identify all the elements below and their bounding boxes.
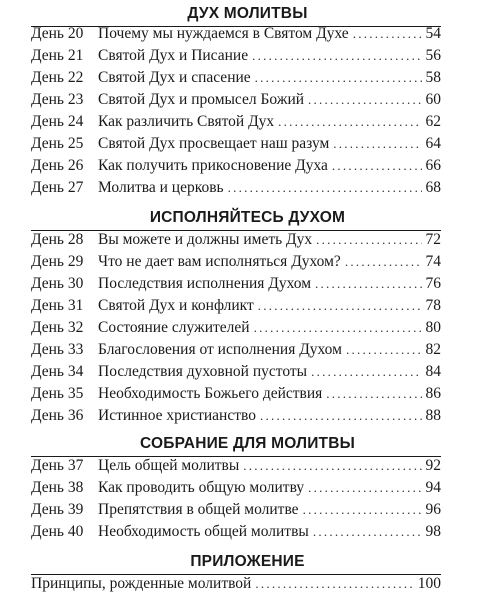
- entry-day: День 23: [31, 91, 84, 108]
- entry-title: Истинное христианство: [98, 407, 256, 424]
- entry-title: Святой Дух и Писание: [98, 47, 249, 64]
- entry-day: День 27: [31, 179, 84, 196]
- entry-title: Последствия исполнения Духом: [98, 275, 312, 292]
- toc-entry: [31, 295, 441, 317]
- dot-leader: [303, 499, 422, 521]
- entry-title: Святой Дух и промысел Божий: [98, 91, 305, 108]
- entry-page: 84: [425, 363, 441, 380]
- dot-leader: [346, 339, 422, 361]
- entry-title: Необходимость Божьего действия: [98, 385, 323, 402]
- toc-entry: [31, 573, 441, 595]
- toc-entry: [31, 361, 441, 383]
- entry-title: Как проводить общую молитву: [98, 479, 305, 496]
- dot-leader: [332, 155, 422, 177]
- entry-page: 88: [425, 407, 441, 424]
- dot-leader: [252, 45, 422, 67]
- entry-page: 86: [425, 385, 441, 402]
- entry-page: 64: [425, 135, 441, 152]
- entry-page: 76: [425, 275, 441, 292]
- entry-day: День 24: [31, 113, 84, 130]
- dot-leader: [260, 405, 422, 427]
- entry-day: День 33: [31, 341, 84, 358]
- toc-entry: [31, 339, 441, 361]
- entry-day: День 28: [31, 231, 84, 248]
- toc-entry: [31, 477, 441, 499]
- entry-page: 54: [425, 25, 441, 42]
- entry-day: День 25: [31, 135, 84, 152]
- entry-page: 98: [425, 523, 441, 540]
- toc-entry: [31, 499, 441, 521]
- entry-page: 92: [425, 457, 441, 474]
- toc-entry: [31, 521, 441, 543]
- entry-page: 78: [425, 297, 441, 314]
- entry-day: День 21: [31, 47, 84, 64]
- entry-day: День 34: [31, 363, 84, 380]
- toc-entry: [31, 67, 441, 89]
- toc-entry: [31, 273, 441, 295]
- dot-leader: [255, 67, 422, 89]
- entry-title: Святой Дух просвещает наш разум: [98, 135, 330, 152]
- dot-leader: [278, 111, 422, 133]
- section-heading: ИСПОЛНЯЙТЕСЬ ДУХОМ: [149, 209, 346, 226]
- entry-title: Как различить Святой Дух: [98, 113, 275, 130]
- toc-entry: [31, 155, 441, 177]
- entry-page: 58: [425, 69, 441, 86]
- entry-title: Почему мы нуждаемся в Святом Духе: [98, 25, 349, 42]
- entry-page: 62: [425, 113, 441, 130]
- entry-day: День 29: [31, 253, 84, 270]
- entry-page: 80: [425, 319, 441, 336]
- toc-entry: [31, 23, 441, 45]
- dot-leader: [308, 477, 422, 499]
- entry-day: День 22: [31, 69, 84, 86]
- dot-leader: [228, 177, 422, 199]
- dot-leader: [254, 317, 422, 339]
- entry-title: Что не дает вам исполняться Духом?: [98, 253, 341, 270]
- entry-day: День 36: [31, 407, 84, 424]
- dot-leader: [311, 361, 422, 383]
- entry-title: Как получить прикосновение Духа: [98, 157, 328, 174]
- entry-title: Вы можете и должны иметь Дух: [98, 231, 313, 248]
- entry-title: Состояние служителей: [98, 319, 250, 336]
- entry-title: Последствия духовной пустоты: [98, 363, 308, 380]
- dot-leader: [353, 23, 422, 45]
- entry-title: Благословения от исполнения Духом: [98, 341, 342, 358]
- entry-page: 60: [425, 91, 441, 108]
- entry-page: 94: [425, 479, 441, 496]
- entry-title: Молитва и церковь: [98, 179, 224, 196]
- entry-day: День 37: [31, 457, 84, 474]
- toc-entry: [31, 45, 441, 67]
- toc-entry: [31, 405, 441, 427]
- entry-day: День 32: [31, 319, 84, 336]
- toc-entry: [31, 383, 441, 405]
- entry-day: День 31: [31, 297, 84, 314]
- entry-day: День 35: [31, 385, 84, 402]
- entry-day: День 26: [31, 157, 84, 174]
- toc-entry: [31, 229, 441, 251]
- toc-entry: [31, 133, 441, 155]
- entry-page: 68: [425, 179, 441, 196]
- dot-leader: [308, 89, 422, 111]
- dot-leader: [315, 273, 422, 295]
- dot-leader: [313, 521, 422, 543]
- dot-leader: [255, 573, 414, 595]
- entry-day: День 40: [31, 523, 84, 540]
- entry-title: Принципы, рожденные молитвой: [31, 575, 252, 592]
- dot-leader: [345, 251, 422, 273]
- toc-entry: [31, 111, 441, 133]
- entry-page: 100: [417, 575, 441, 592]
- entry-title: Святой Дух и спасение: [98, 69, 251, 86]
- dot-leader: [316, 229, 422, 251]
- entry-title: Цель общей молитвы: [98, 457, 240, 474]
- entry-day: День 20: [31, 25, 84, 42]
- entry-day: День 30: [31, 275, 84, 292]
- entry-page: 72: [425, 231, 441, 248]
- dot-leader: [258, 295, 422, 317]
- section-heading: ДУХ МОЛИТВЫ: [187, 5, 308, 22]
- entry-page: 82: [425, 341, 441, 358]
- toc-entry: [31, 317, 441, 339]
- entry-title: Святой Дух и конфликт: [98, 297, 254, 314]
- entry-page: 96: [425, 501, 441, 518]
- entry-title: Препятствия в общей молитве: [98, 501, 299, 518]
- entry-page: 66: [425, 157, 441, 174]
- dot-leader: [326, 383, 422, 405]
- entry-day: День 39: [31, 501, 84, 518]
- toc-entry: [31, 89, 441, 111]
- entry-day: День 38: [31, 479, 84, 496]
- entry-page: 56: [425, 47, 441, 64]
- toc-entry: [31, 177, 441, 199]
- entry-title: Необходимость общей молитвы: [98, 523, 309, 540]
- dot-leader: [243, 455, 422, 477]
- dot-leader: [333, 133, 422, 155]
- entry-page: 74: [425, 253, 441, 270]
- section-heading: СОБРАНИЕ ДЛЯ МОЛИТВЫ: [140, 435, 355, 452]
- section-heading: ПРИЛОЖЕНИЕ: [190, 553, 305, 570]
- toc-entry: [31, 251, 441, 273]
- toc-entry: [31, 455, 441, 477]
